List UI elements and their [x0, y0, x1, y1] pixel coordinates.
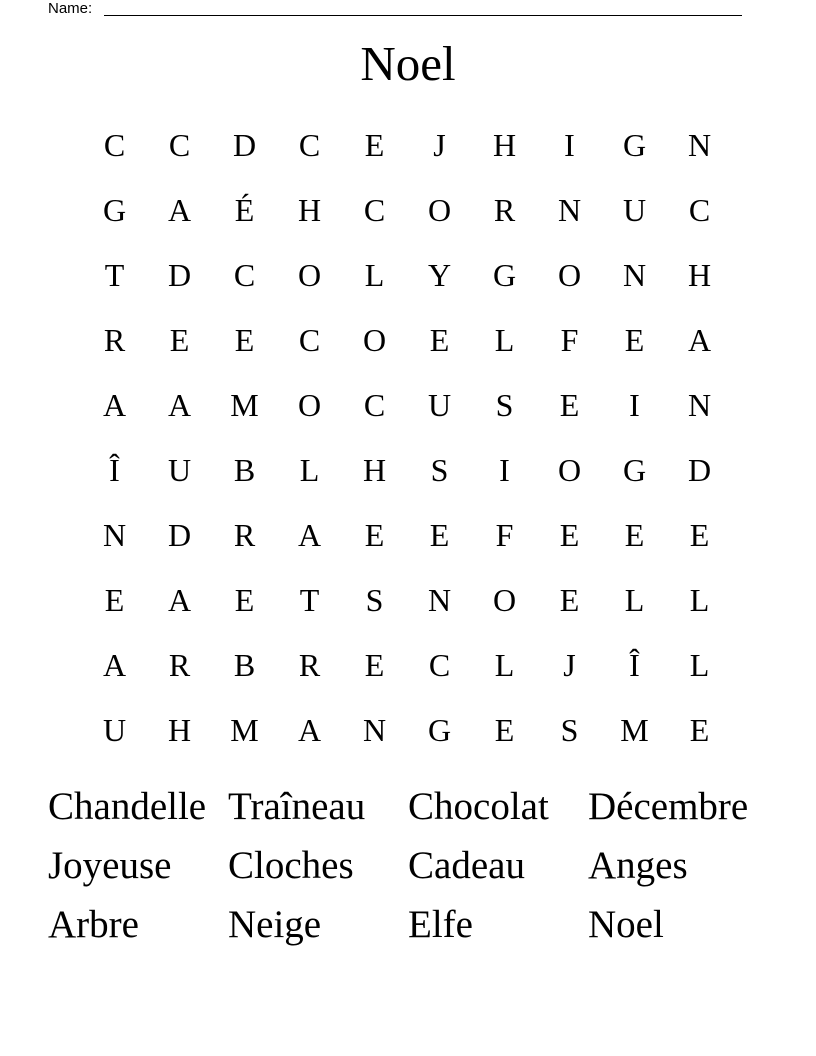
grid-letter[interactable]: U [167, 451, 192, 488]
word-list [48, 780, 768, 957]
grid-letter[interactable]: E [689, 711, 710, 748]
word-list-item: Noel [588, 903, 664, 946]
grid-letter[interactable]: H [687, 256, 712, 293]
grid-letter[interactable]: É [234, 191, 255, 228]
grid-letter[interactable]: A [167, 191, 192, 228]
grid-letter[interactable]: L [689, 581, 710, 618]
grid-letter[interactable]: F [495, 516, 514, 553]
grid-letter[interactable]: E [364, 126, 385, 163]
word-list-item: Arbre [48, 903, 139, 946]
grid-letter[interactable]: B [233, 646, 256, 683]
grid-letter[interactable]: C [363, 191, 386, 228]
grid-letter[interactable]: L [494, 321, 515, 358]
word-list-item: Cloches [228, 844, 354, 887]
grid-letter[interactable]: G [102, 191, 127, 228]
grid-letter[interactable]: E [624, 516, 645, 553]
grid-letter[interactable]: N [427, 581, 452, 618]
grid-letter[interactable]: M [620, 711, 649, 748]
grid-letter[interactable]: G [492, 256, 517, 293]
grid-letter[interactable]: R [103, 321, 126, 358]
page-title: Noel [360, 36, 456, 91]
grid-letter[interactable]: Y [427, 256, 452, 293]
grid-letter[interactable]: S [430, 451, 449, 488]
grid-letter[interactable]: N [687, 386, 712, 423]
grid-letter[interactable]: N [102, 516, 127, 553]
grid-letter[interactable]: A [167, 581, 192, 618]
grid-letter[interactable]: O [492, 581, 517, 618]
grid-letter[interactable]: U [622, 191, 647, 228]
grid-letter[interactable]: E [234, 581, 255, 618]
grid-letter[interactable]: N [362, 711, 387, 748]
grid-letter[interactable]: I [629, 386, 640, 423]
grid-letter[interactable]: R [168, 646, 191, 683]
grid-letter[interactable]: A [102, 646, 127, 683]
grid-letter[interactable]: U [102, 711, 127, 748]
grid-letter[interactable]: H [492, 126, 517, 163]
grid-letter[interactable]: E [169, 321, 190, 358]
grid-letter[interactable]: L [624, 581, 645, 618]
grid-letter[interactable]: R [233, 516, 256, 553]
grid-letter[interactable]: E [494, 711, 515, 748]
grid-letter[interactable]: R [493, 191, 516, 228]
grid-letter[interactable]: E [104, 581, 125, 618]
grid-letter[interactable]: E [689, 516, 710, 553]
grid-letter[interactable]: L [299, 451, 320, 488]
grid-letter[interactable]: T [299, 581, 320, 618]
grid-letter[interactable]: O [362, 321, 387, 358]
word-list-item: Joyeuse [48, 844, 172, 887]
grid-letter[interactable]: E [429, 516, 450, 553]
grid-letter[interactable]: O [557, 256, 582, 293]
grid-letter[interactable]: M [230, 386, 259, 423]
grid-letter[interactable]: C [103, 126, 126, 163]
grid-letter[interactable]: C [428, 646, 451, 683]
grid-letter[interactable]: A [102, 386, 127, 423]
grid-letter[interactable]: T [104, 256, 125, 293]
name-label: Name: [48, 0, 93, 17]
grid-letter[interactable]: S [495, 386, 514, 423]
word-list-item: Décembre [588, 785, 749, 828]
grid-letter[interactable]: E [234, 321, 255, 358]
grid-letter[interactable]: U [427, 386, 452, 423]
grid-letter[interactable]: O [297, 256, 322, 293]
grid-letter[interactable]: L [494, 646, 515, 683]
grid-letter[interactable]: G [622, 451, 647, 488]
word-search-grid [82, 112, 732, 762]
grid-letter[interactable]: O [297, 386, 322, 423]
grid-letter[interactable]: A [687, 321, 712, 358]
grid-letter[interactable]: D [687, 451, 712, 488]
grid-letter[interactable]: E [559, 516, 580, 553]
name-input-line[interactable] [104, 15, 742, 16]
grid-letter[interactable]: E [364, 646, 385, 683]
grid-letter[interactable]: E [624, 321, 645, 358]
grid-letter[interactable]: C [688, 191, 711, 228]
grid-letter[interactable]: Î [629, 646, 640, 683]
grid-letter[interactable]: E [559, 581, 580, 618]
grid-letter[interactable]: O [427, 191, 452, 228]
word-list-item: Chandelle [48, 785, 207, 828]
grid-letter[interactable]: D [232, 126, 257, 163]
grid-letter[interactable]: A [297, 711, 322, 748]
grid-letter[interactable]: M [230, 711, 259, 748]
word-list-item: Neige [228, 903, 322, 946]
name-field [48, 0, 92, 18]
grid-letter[interactable]: C [298, 126, 321, 163]
grid-letter[interactable]: N [687, 126, 712, 163]
grid-letter[interactable]: G [622, 126, 647, 163]
grid-letter[interactable]: C [298, 321, 321, 358]
grid-letter[interactable]: N [622, 256, 647, 293]
grid-letter[interactable]: S [560, 711, 579, 748]
grid-letter[interactable]: D [167, 256, 192, 293]
grid-letter[interactable]: I [564, 126, 575, 163]
grid-letter[interactable]: B [233, 451, 256, 488]
grid-letter[interactable]: Î [109, 451, 120, 488]
word-list-item: Cadeau [408, 844, 525, 887]
grid-letter[interactable]: G [427, 711, 452, 748]
grid-letter[interactable]: E [559, 386, 580, 423]
word-list-item: Traîneau [228, 785, 366, 828]
grid-letter[interactable]: F [560, 321, 579, 358]
word-list-item: Chocolat [408, 785, 549, 828]
grid-letter[interactable]: A [167, 386, 192, 423]
grid-letter[interactable]: E [364, 516, 385, 553]
grid-letter[interactable]: I [499, 451, 510, 488]
grid-letter[interactable]: R [298, 646, 321, 683]
grid-letter[interactable]: H [167, 711, 192, 748]
grid-letter[interactable]: J [433, 126, 446, 163]
grid-letter[interactable]: H [362, 451, 387, 488]
word-list-item: Anges [588, 844, 688, 887]
grid-letter[interactable]: C [233, 256, 256, 293]
grid-letter[interactable]: C [168, 126, 191, 163]
grid-letter[interactable]: L [364, 256, 385, 293]
grid-letter[interactable]: S [365, 581, 384, 618]
grid-letter[interactable]: H [297, 191, 322, 228]
grid-letter[interactable]: N [557, 191, 582, 228]
grid-letter[interactable]: C [363, 386, 386, 423]
grid-letter[interactable]: L [689, 646, 710, 683]
grid-letter[interactable]: A [297, 516, 322, 553]
grid-letter[interactable]: O [557, 451, 582, 488]
grid-letter[interactable]: D [167, 516, 192, 553]
grid-letter[interactable]: E [429, 321, 450, 358]
grid-letter[interactable]: J [563, 646, 576, 683]
word-list-item: Elfe [408, 903, 473, 946]
